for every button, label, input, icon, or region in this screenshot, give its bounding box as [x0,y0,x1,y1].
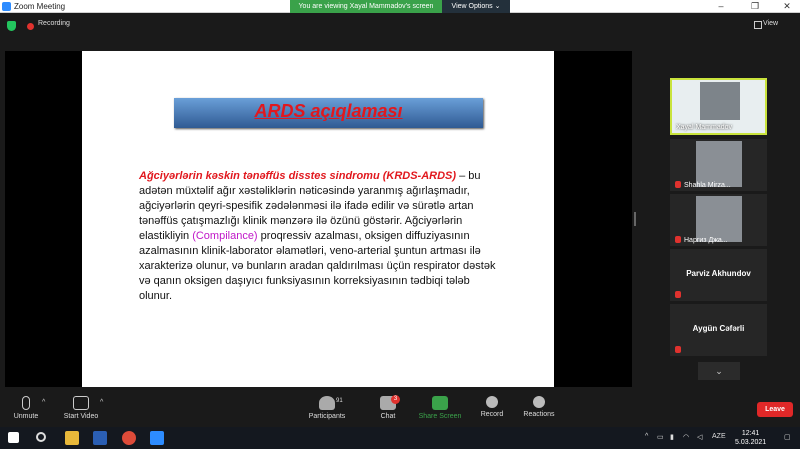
participant-tile[interactable] [670,304,767,356]
word-icon[interactable] [93,431,107,445]
recording-label[interactable]: Recording [38,20,70,27]
participant-name: Aygün Cəfərli [692,324,745,333]
participant-name: Наргиз Джа... [684,237,728,244]
participants-icon [319,396,335,410]
security-shield-icon[interactable] [7,21,16,31]
slide-term: Ağciyərlərin kəskin tənəffüs disstes sindromu (KRDS-ARDS) [139,170,457,182]
avatar [696,196,742,242]
tray-network-icon[interactable]: ▭ [657,434,664,441]
slide-body-text-1: – bu adətən müxtəlif ağır xəstəliklərin nəticəsində yaranmış ağırlaşmadır, ağciyərlərin qeyri-spesifik zədələnməsi ilə ifadə edilir və sürətlə artan tənəffüs çatışmazlığı klinik mənzərə ilə özünü göstərir. Ağciyərlərin elastikliyin [139,170,481,242]
zoom-logo-icon [2,2,11,11]
muted-mic-icon [675,291,681,298]
muted-mic-icon [22,396,30,410]
participant-name: Shahla Mirza... [684,182,731,189]
start-video-button[interactable] [60,396,102,420]
participant-tile[interactable] [670,139,767,191]
leave-button[interactable]: Leave [757,402,793,417]
language-indicator[interactable]: AZE [712,433,726,440]
video-off-icon [73,396,89,410]
chevron-down-icon[interactable]: ⌄ [698,362,740,380]
window-titlebar [0,0,800,13]
start-video-label: Start Video [63,413,99,420]
file-explorer-icon[interactable] [65,431,79,445]
record-button[interactable] [478,396,506,418]
participant-tile[interactable] [670,194,767,246]
meeting-toolbar [0,392,800,427]
window-title: Zoom Meeting [14,2,66,11]
tray-wifi-icon[interactable]: ◠ [683,434,690,441]
muted-mic-icon [675,236,681,243]
chat-badge: 3 [391,395,400,404]
slide-compliance: (Compilance) [192,230,258,242]
view-options-button[interactable]: View Options ⌄ [442,0,510,13]
participants-count: 91 [336,398,343,404]
taskbar-clock[interactable] [735,429,766,447]
chrome-icon[interactable] [122,431,136,445]
notifications-icon[interactable]: ▢ [784,434,791,441]
chat-label: Chat [380,413,396,420]
participant-name: Parviz Akhundov [686,269,751,278]
meeting-topbar [0,14,800,38]
share-screen-icon [432,396,448,410]
avatar [696,141,742,187]
record-label: Record [480,411,504,418]
grid-view-icon[interactable] [754,21,762,29]
view-button[interactable]: View [763,20,779,27]
participants-label: Participants [308,413,346,420]
share-banner-text: You are viewing Xayal Mammadov's screen [290,0,442,13]
presentation-slide [82,51,554,387]
muted-mic-icon [675,346,681,353]
clock-time: 12:41 [741,430,760,437]
share-banner [290,0,520,13]
slide-title: ARDS açıqlaması [254,101,403,121]
chevron-up-icon[interactable]: ^ [100,399,104,406]
recording-dot-icon [27,23,34,30]
muted-mic-icon [675,181,681,188]
tray-battery-icon[interactable]: ▮ [670,434,674,441]
clock-date: 5.03.2021 [735,439,767,446]
participant-tile[interactable] [670,249,767,301]
tray-chevron-up-icon[interactable]: ^ [645,433,649,440]
slide-title-box [174,98,483,128]
participant-name: Xayal Mammadov [676,124,733,131]
participant-tile-active[interactable] [670,78,767,135]
chevron-up-icon[interactable]: ^ [42,399,46,406]
share-screen-label: Share Screen [418,413,462,420]
zoom-taskbar-icon[interactable] [150,431,164,445]
search-icon[interactable] [36,432,46,442]
windows-start-icon[interactable] [8,432,19,443]
minimize-icon[interactable]: – [718,1,724,11]
reactions-button[interactable] [522,396,556,418]
slide-body-text-2: proqressiv azalması, oksigen diffuziyasının azalmasının klinik-laborator əlamətləri, veno-arterial şuntun artması ilə xarakterizə olunur, və bunların aradan qaldırılması üçün respirator dəstək və qanın oksigen daşıyıcı funksiyasının korreksiyasının tədbiqi tələb olunur. [139,230,496,302]
unmute-label: Unmute [13,413,39,420]
record-icon [486,396,498,408]
share-screen-button[interactable] [418,396,462,420]
reactions-label: Reactions [523,411,555,418]
tray-volume-icon[interactable]: ◁ [697,434,703,441]
maximize-icon[interactable]: ❐ [750,1,760,11]
splitter-handle[interactable] [634,212,636,226]
unmute-button[interactable] [8,396,44,420]
avatar [700,82,740,120]
windows-taskbar [0,427,800,449]
slide-body [139,169,499,304]
reactions-icon [533,396,545,408]
view-options-label: View Options [451,3,493,10]
close-icon[interactable]: ✕ [783,1,791,11]
